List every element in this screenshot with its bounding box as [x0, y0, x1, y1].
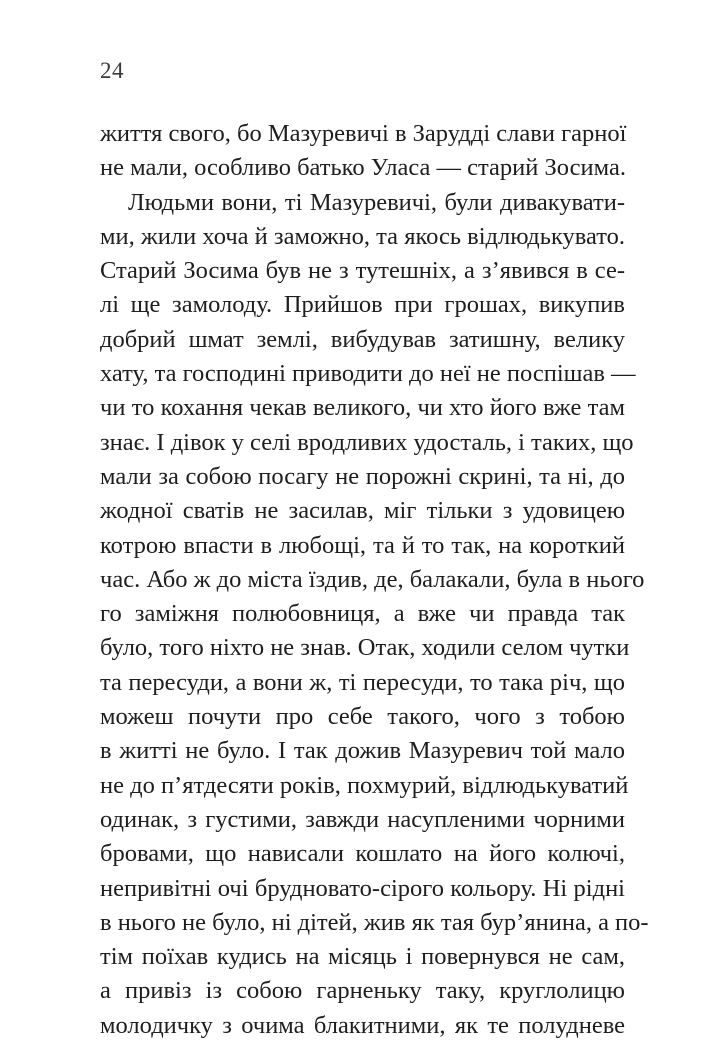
body-text — [100, 117, 649, 1043]
text-line: мали за собою посагу не порожні скрині, та ні, до — [100, 462, 625, 490]
text-line: а привіз із собою гарненьку таку, круглолицю — [100, 977, 625, 1005]
text-line: не до п’ятдесяти років, похмурий, відлюдькуватий — [100, 771, 629, 799]
text-line: котрою впасти в любощі, та й то так, на короткий — [100, 531, 625, 559]
text-line: чи то кохання чекав великого, чи хто його вже там — [100, 394, 625, 422]
page-number: 24 — [100, 58, 124, 83]
text-line: життя свого, бо Мазуревичі в Заруддi слави гарної — [100, 120, 627, 147]
text-line: в житті не було. І так дожив Мазуревич той мало — [100, 737, 625, 765]
text-line: молодичку з очима блакитними, як те полудневе — [100, 1011, 625, 1039]
text-line: та пересуди, а вони ж, ті пересуди, то така річ, що — [100, 668, 625, 696]
text-line: го заміжня полюбовниця, а вже чи правда так — [100, 600, 625, 628]
text-line: Старий Зосима був не з тутешніх, а з’явився в се- — [100, 257, 625, 285]
text-line: одинак, з густими, завжди насупленими чорними — [100, 805, 625, 833]
text-line: можеш почути про себе такого, чого з тобою — [100, 703, 625, 731]
text-line: добрий шмат землі, вибудував затишну, велику — [100, 325, 625, 353]
text-line: Людьми вони, ті Мазуревичі, були дивакувати- — [128, 188, 625, 216]
text-line: в нього не було, ні дітей, жив як тая бур’янина, а по- — [100, 908, 649, 936]
text-line: бровами, що нависали кошлато на його колючі, — [100, 840, 625, 868]
text-line: час. Або ж до міста їздив, де, балакали, була в нього — [100, 565, 645, 593]
text-line: не мали, особливо батько Уласа — старий Зосима. — [100, 154, 626, 182]
text-line: непривітні очі брудновато-сірого кольору. Ні рідні — [100, 874, 625, 902]
text-line: лі ще замолоду. Прийшов при грошах, викупив — [100, 291, 625, 319]
text-line: було, того ніхто не знав. Отак, ходили селом чутки — [100, 634, 630, 662]
text-line: тім поїхав кудись на місяць і повернувся не сам, — [100, 943, 625, 971]
text-line: ми, жили хоча й заможно, та якось відлюдькувато. — [100, 222, 625, 250]
text-line: хату, та господині приводити до неї не поспішав — — [100, 360, 636, 388]
text-line: жодної сватів не засилав, міг тільки з удовицею — [100, 497, 625, 525]
text-line: знає. І дівок у селі вродливих удосталь, і таких, що — [100, 428, 634, 456]
